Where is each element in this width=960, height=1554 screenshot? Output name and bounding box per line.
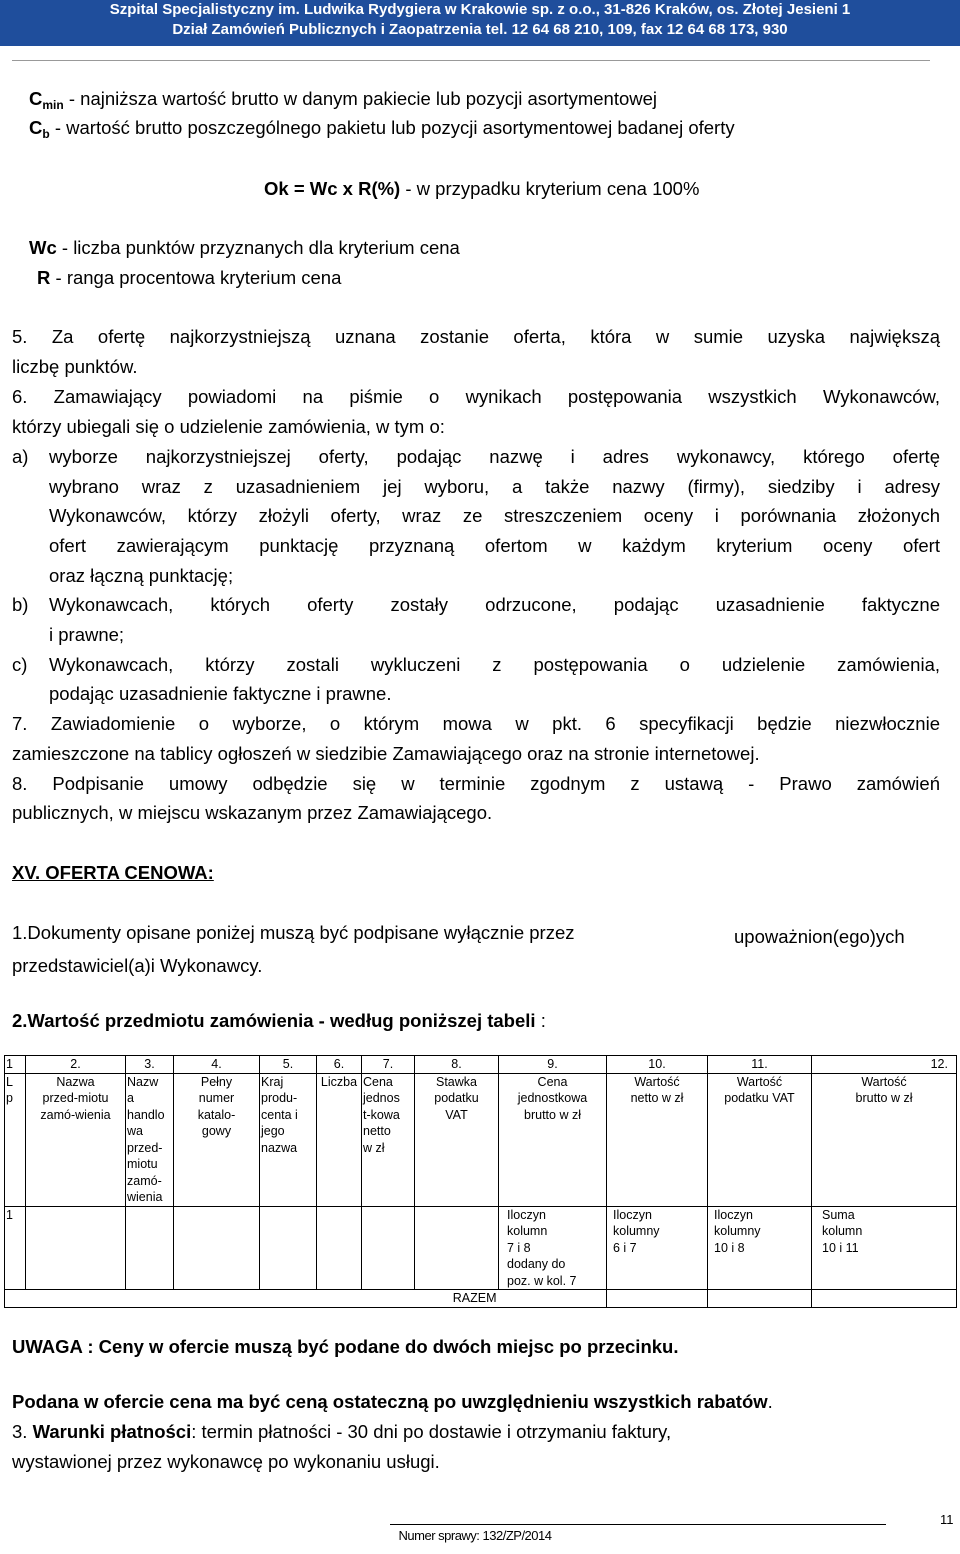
cell-empty — [260, 1206, 317, 1290]
cell-empty — [317, 1206, 362, 1290]
paragraph-8-line-1: 8. Podpisanie umowy odbędzie się w terminie zgodnym z ustawą - Prawo zamówień — [12, 773, 940, 794]
col-number: 6. — [317, 1056, 362, 1074]
col-number: 2. — [26, 1056, 126, 1074]
item-a-line-2: wybrano wraz z uzasadnieniem jej wyboru, a także nazwy (firmy), siedziby i adresy — [49, 476, 940, 497]
col-number: 5. — [260, 1056, 317, 1074]
col-number: 12. — [812, 1056, 957, 1074]
cell-empty — [607, 1290, 708, 1308]
col-number: 4. — [174, 1056, 260, 1074]
header-line-1: Szpital Specjalistyczny im. Ludwika Rydygiera w Krakowie sp. z o.o., 31-826 Kraków, os. Złotej Jesieni 1 — [109, 1, 851, 18]
header-wartosc-brutto: Wartość brutto w zł — [812, 1073, 957, 1206]
paragraph-5-line-2: liczbę punktów. — [12, 356, 138, 377]
case-number: Numer sprawy: 132/ZP/2014 — [398, 1528, 552, 1543]
header-banner — [0, 0, 960, 46]
uwaga-note: UWAGA : Ceny w ofercie muszą być podane do dwóch miejsc po przecinku. — [12, 1336, 679, 1357]
payment-terms-line-2: wystawionej przez wykonawcę po wykonaniu usługi. — [12, 1451, 440, 1472]
header-numer-katalogowy: Pełny numer katalo- gowy — [174, 1073, 260, 1206]
table-column-numbers — [5, 1056, 957, 1074]
paragraph-7-line-1: 7. Zawiadomienie o wyborze, o którym mowa w pkt. 6 specyfikacji będzie niezwłocznie — [12, 713, 940, 734]
price-table — [4, 1055, 957, 1308]
cell-empty — [26, 1206, 126, 1290]
item-a-line-4: ofert zawierającym punktację przyznaną ofertom w każdym kryterium oceny ofert — [49, 535, 940, 556]
header-rule — [12, 60, 930, 61]
table-row — [5, 1206, 957, 1290]
col-number: 3. — [126, 1056, 174, 1074]
col-number: 10. — [607, 1056, 708, 1074]
cell-empty — [415, 1206, 499, 1290]
item-a-line-3: Wykonawców, którzy złożyli oferty, wraz ze streszczeniem oceny i porównania złożonych — [49, 505, 940, 526]
item-c-line-2: podając uzasadnienie faktyczne i prawne. — [49, 683, 392, 704]
item-b-line-1: Wykonawcach, których oferty zostały odrzucone, podając uzasadnienie faktyczne — [49, 594, 940, 615]
header-nazwa-handlowa: Nazw a handlo wa przed- miotu zamó- wienia — [126, 1073, 174, 1206]
col-number: 9. — [499, 1056, 607, 1074]
header-cena-brutto: Cena jednostkowa brutto w zł — [499, 1073, 607, 1206]
header-cena-netto: Cena jednos t-kowa netto w zł — [362, 1073, 415, 1206]
row-cena-brutto: Iloczyn kolumn 7 i 8 dodany do poz. w kol. 7 — [499, 1206, 607, 1290]
section-item-1-line-2: przedstawiciel(a)i Wykonawcy. — [12, 955, 263, 976]
cb-definition: $C_b$ - wartość brutto poszczególnego pakietu lub pozycji asortymentowej badanej oferty — [29, 117, 735, 141]
paragraph-7-line-2: zamieszczone na tablicy ogłoszeń w siedzibie Zamawiającego oraz na stronie internetowej. — [12, 743, 760, 764]
row-lp: 1 — [5, 1206, 26, 1290]
item-b-line-2: i prawne; — [49, 624, 125, 645]
col-number: 8. — [415, 1056, 499, 1074]
cell-empty — [708, 1290, 812, 1308]
item-a-line-5: oraz łączną punktację; — [49, 565, 234, 586]
paragraph-8-line-2: publicznych, w miejscu wskazanym przez Zamawiającego. — [12, 802, 493, 823]
header-wartosc-vat: Wartość podatku VAT — [708, 1073, 812, 1206]
paragraph-5-line-1: 5. Za ofertę najkorzystniejszą uznana zostanie oferta, która w sumie uzyska największą — [12, 326, 940, 347]
paragraph-6-line-1: 6. Zamawiający powiadomi na piśmie o wynikach postępowania wszystkich Wykonawców, — [12, 386, 940, 407]
item-c-label: c) — [12, 654, 28, 675]
cmin-definition: $C_{min}$ - najniższa wartość brutto w danym pakiecie lub pozycji asortymentowej — [29, 88, 658, 112]
header-kraj-producenta: Kraj produ- centa i jego nazwa — [260, 1073, 317, 1206]
section-title: XV. OFERTA CENOWA: — [12, 862, 214, 883]
table-header-row — [5, 1073, 957, 1206]
item-a-label: a) — [12, 446, 29, 467]
row-wartosc-brutto: Suma kolumn 10 i 11 — [812, 1206, 957, 1290]
section-item-1-line-1-end: upoważnion(ego)ych — [734, 926, 905, 947]
r-definition: R - ranga procentowa kryterium cena — [37, 267, 342, 288]
ok-formula: Ok = Wc x R(%) - w przypadku kryterium cena 100% — [264, 178, 700, 199]
header-nazwa-przedmiotu: Nazwa przed-miotu zamó-wienia — [26, 1073, 126, 1206]
header-line-2: Dział Zamówień Publicznych i Zaopatrzenia tel. 12 64 68 210, 109, fax 12 64 68 173, 930 — [172, 21, 788, 38]
total-label: RAZEM — [452, 1291, 497, 1305]
podana-note: Podana w ofercie cena ma być ceną ostateczną po uwzględnieniu wszystkich rabatów. — [12, 1391, 773, 1412]
wc-definition: Wc - liczba punktów przyznanych dla kryterium cena — [29, 237, 460, 258]
total-label-cell — [5, 1290, 499, 1308]
item-c-line-1: Wykonawcach, którzy zostali wykluczeni z postępowania o udzielenie zamówienia, — [49, 654, 940, 675]
page-number: 11 — [940, 1512, 954, 1527]
col-number: 7. — [362, 1056, 415, 1074]
table-total-row — [5, 1290, 957, 1308]
payment-terms-line-1: 3. Warunki płatności: termin płatności - 30 dni po dostawie i otrzymaniu faktury, — [12, 1421, 672, 1442]
item-a-line-1: wyborze najkorzystniejszej oferty, podając nazwę i adres wykonawcy, którego ofertę — [49, 446, 940, 467]
header-lp: L p — [5, 1073, 26, 1206]
section-item-2: 2.Wartość przedmiotu zamówienia - według poniższej tabeli : — [12, 1010, 546, 1031]
header-liczba: Liczba — [317, 1073, 362, 1206]
header-wartosc-netto: Wartość netto w zł — [607, 1073, 708, 1206]
paragraph-6-line-2: którzy ubiegali się o udzielenie zamówienia, w tym o: — [12, 416, 445, 437]
col-number: 1 — [5, 1056, 26, 1074]
footer-rule — [390, 1524, 886, 1525]
row-wartosc-netto: Iloczyn kolumny 6 i 7 — [607, 1206, 708, 1290]
cell-empty — [499, 1290, 607, 1308]
cell-empty — [812, 1290, 957, 1308]
cell-empty — [174, 1206, 260, 1290]
item-b-label: b) — [12, 594, 29, 615]
header-stawka-vat: Stawka podatku VAT — [415, 1073, 499, 1206]
cell-empty — [362, 1206, 415, 1290]
section-item-1-line-1: 1.Dokumenty opisane poniżej muszą być podpisane wyłącznie przez — [12, 922, 575, 943]
cell-empty — [126, 1206, 174, 1290]
col-number: 11. — [708, 1056, 812, 1074]
row-wartosc-vat: Iloczyn kolumny 10 i 8 — [708, 1206, 812, 1290]
